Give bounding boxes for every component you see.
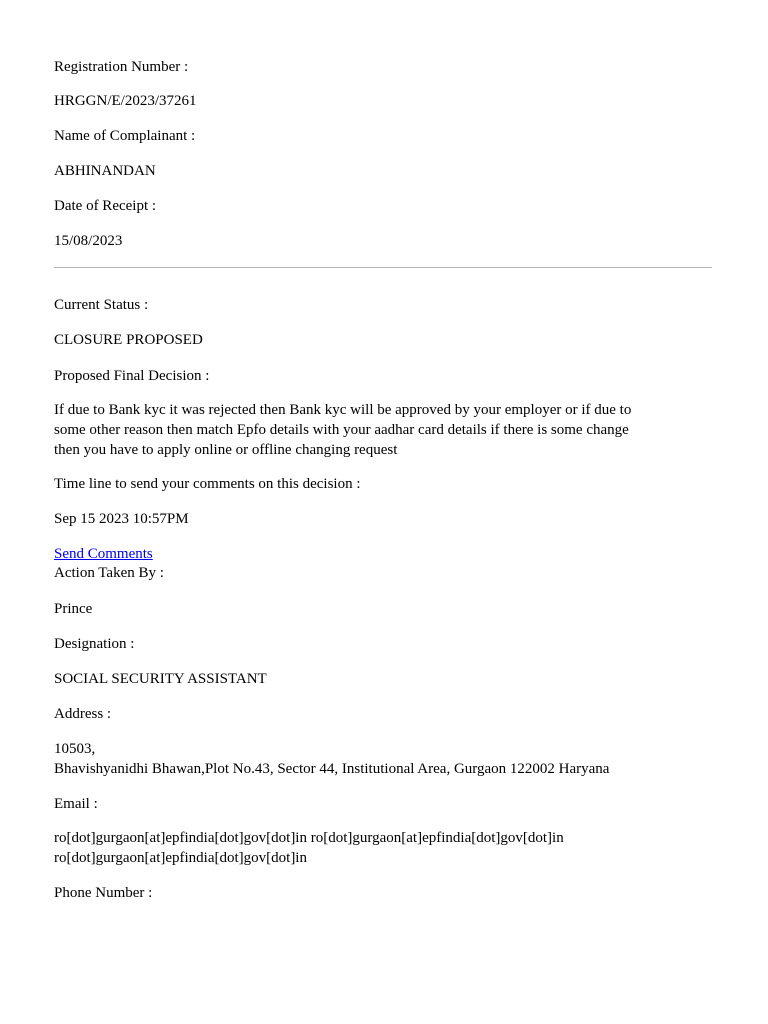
current-status-label: Current Status : <box>54 297 149 313</box>
address-value <box>54 739 714 779</box>
designation-label: Designation : <box>54 636 135 652</box>
action-taken-by-value: Prince <box>54 601 93 617</box>
comment-timeline-value: Sep 15 2023 10:57PM <box>54 511 189 527</box>
registration-number-label: Registration Number : <box>54 59 189 75</box>
comment-timeline-label: Time line to send your comments on this decision : <box>54 476 361 492</box>
proposed-decision-line: If due to Bank kyc it was rejected then Bank kyc will be approved by your employer or if due to <box>54 402 632 418</box>
proposed-decision-line: then you have to apply online or offline changing request <box>54 442 398 458</box>
current-status-value: CLOSURE PROPOSED <box>54 332 203 348</box>
address-label: Address : <box>54 706 112 722</box>
section-divider <box>54 267 712 268</box>
proposed-decision-line: some other reason then match Epfo details with your aadhar card details if there is some change <box>54 422 629 438</box>
proposed-decision-label: Proposed Final Decision : <box>54 368 210 384</box>
address-line: Bhavishyanidhi Bhawan,Plot No.43, Sector 44, Institutional Area, Gurgaon 122002 Haryana <box>54 761 610 777</box>
action-taken-by-label: Action Taken By : <box>54 565 164 581</box>
email-line: ro[dot]gurgaon[at]epfindia[dot]gov[dot]in ro[dot]gurgaon[at]epfindia[dot]gov[dot]in <box>54 830 564 846</box>
date-of-receipt-label: Date of Receipt : <box>54 198 157 214</box>
email-line: ro[dot]gurgaon[at]epfindia[dot]gov[dot]in <box>54 850 307 866</box>
address-line: 10503, <box>54 741 96 757</box>
phone-number-label: Phone Number : <box>54 885 153 901</box>
registration-number-value: HRGGN/E/2023/37261 <box>54 93 197 109</box>
proposed-decision-text <box>54 400 714 460</box>
send-comments-link-row <box>54 544 153 564</box>
complainant-name-value: ABHINANDAN <box>54 163 156 179</box>
email-label: Email : <box>54 796 98 812</box>
email-value <box>54 828 714 868</box>
designation-value: SOCIAL SECURITY ASSISTANT <box>54 671 267 687</box>
date-of-receipt-value: 15/08/2023 <box>54 233 123 249</box>
send-comments-link[interactable]: Send Comments <box>54 546 153 562</box>
complainant-name-label: Name of Complainant : <box>54 128 196 144</box>
